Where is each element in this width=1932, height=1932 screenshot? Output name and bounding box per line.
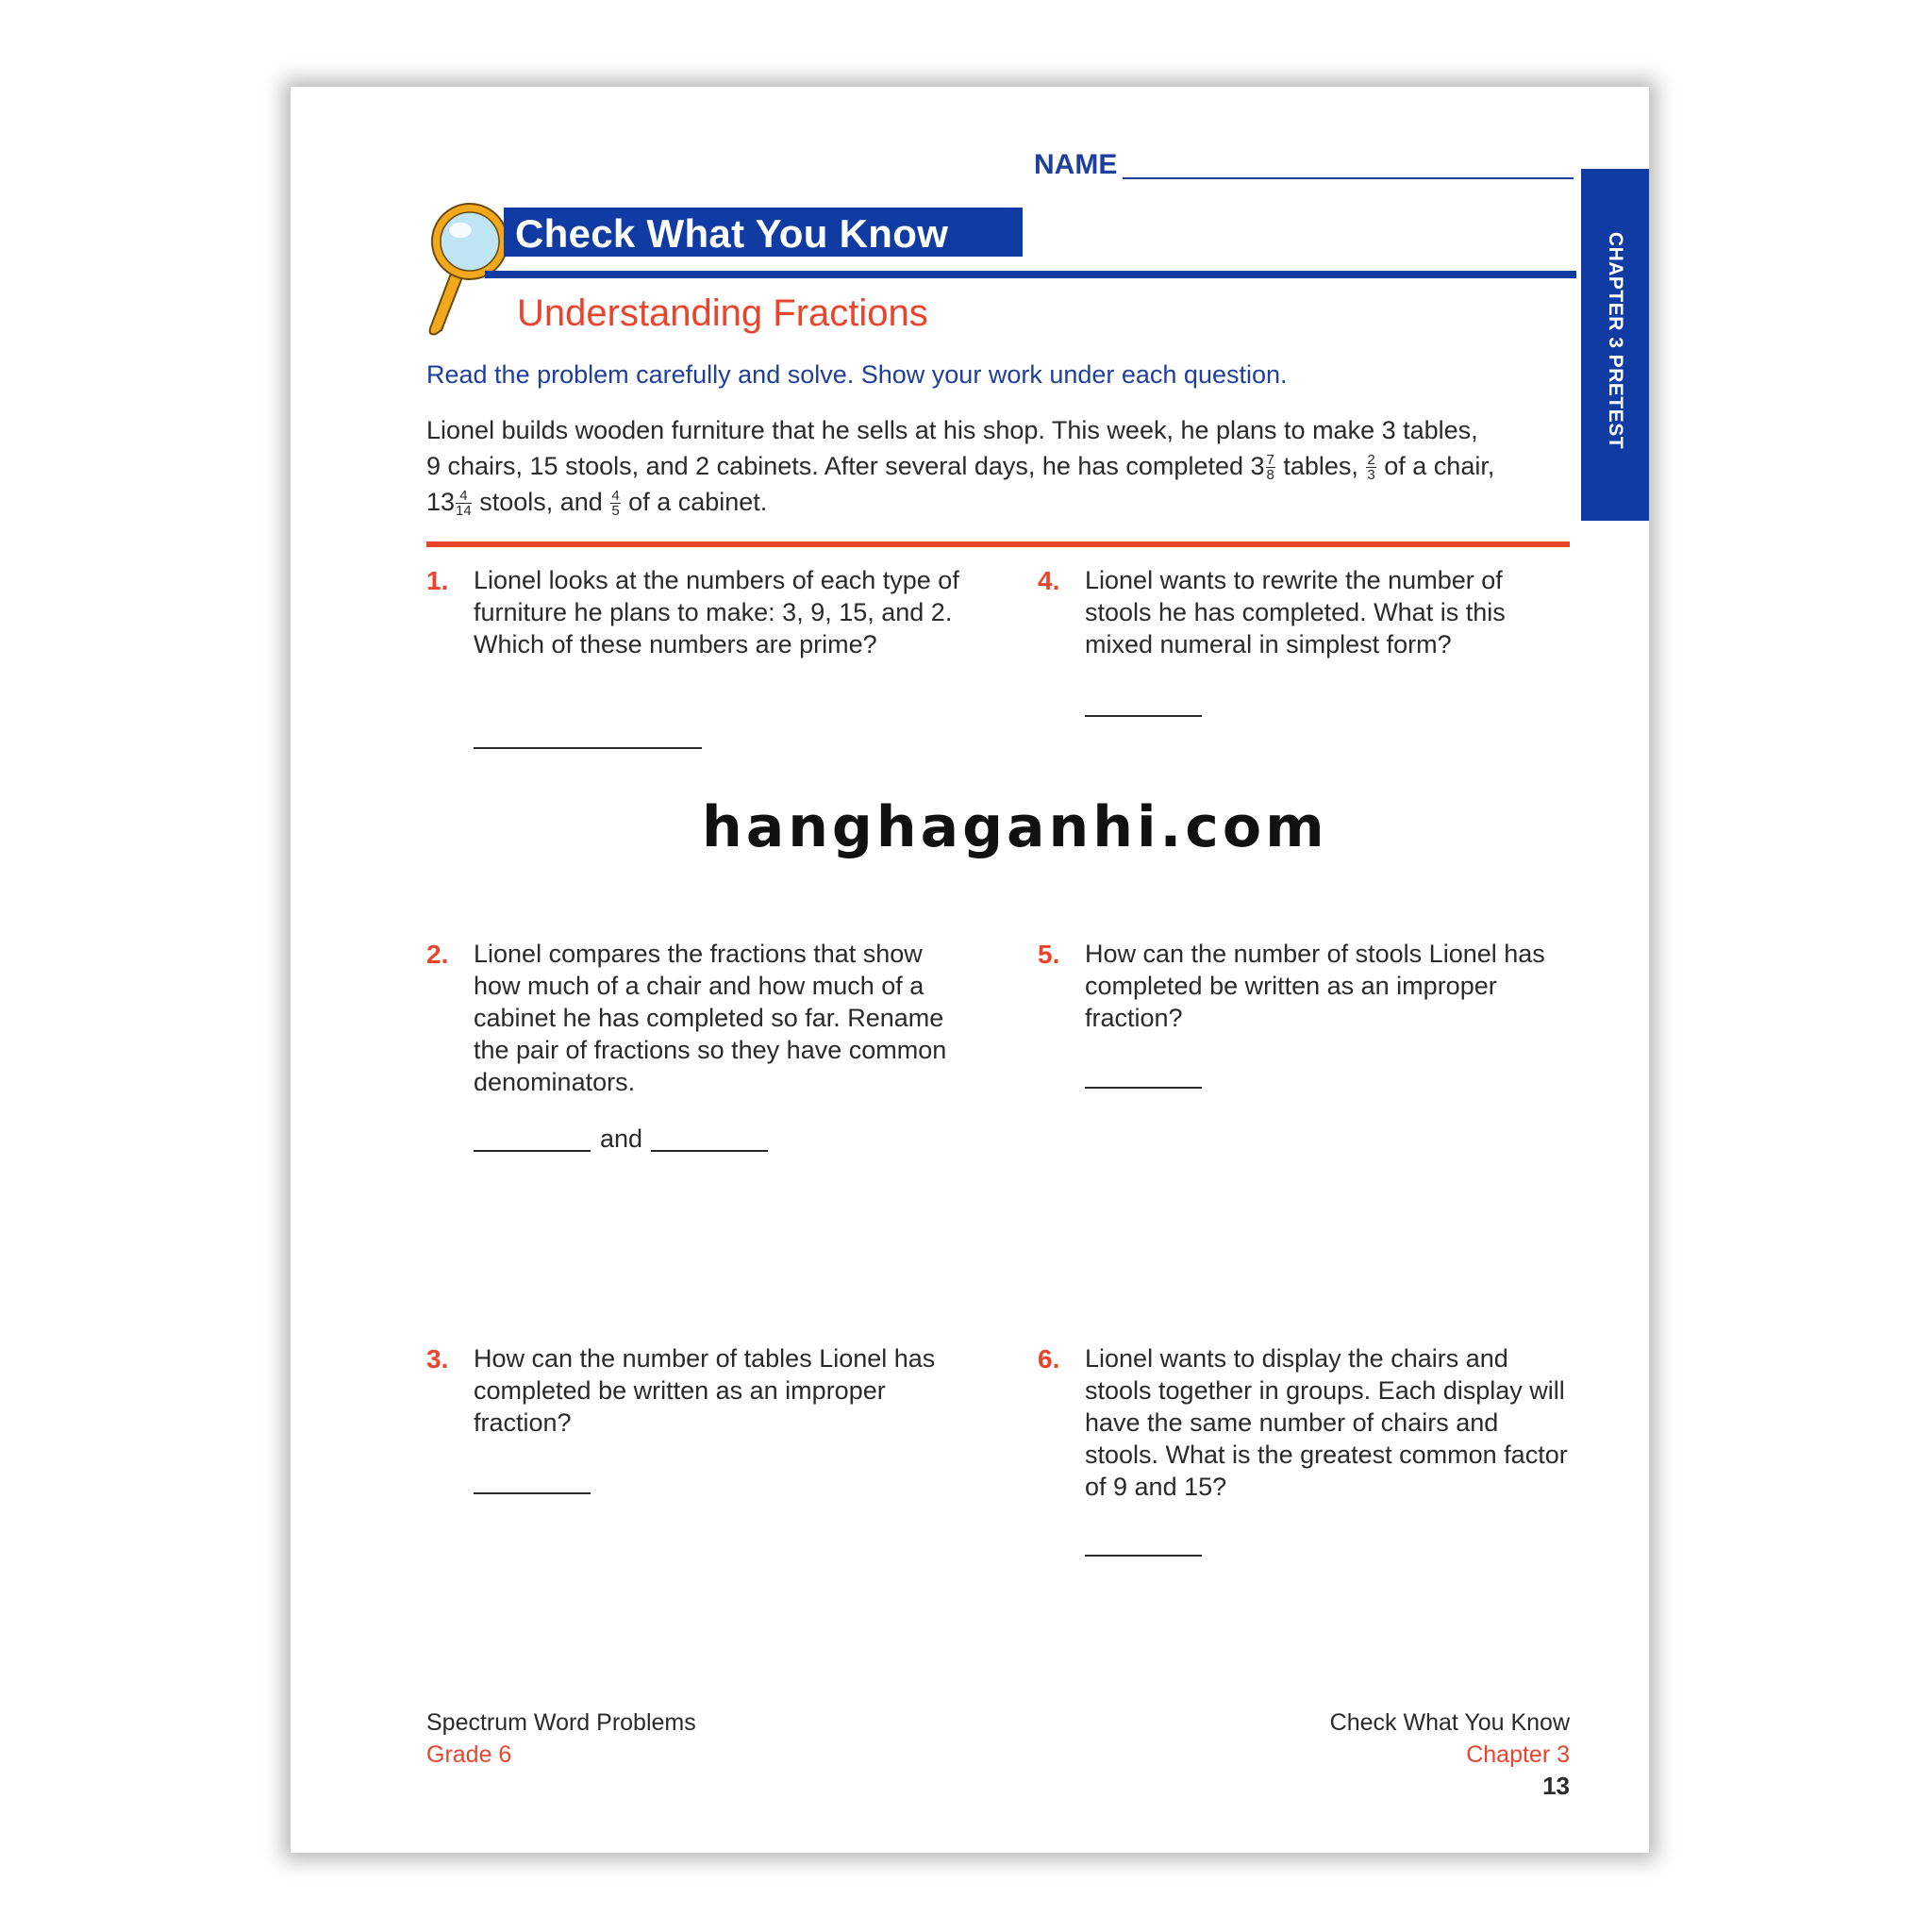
question-6-answer-line[interactable] <box>1085 1555 1202 1557</box>
intro-line-1: Lionel builds wooden furniture that he sells at his shop. This week, he plans to make 3 tables, <box>426 416 1478 444</box>
question-3-text: How can the number of tables Lionel has completed be written as an improper fraction? <box>474 1344 936 1437</box>
magnifying-glass-icon <box>423 198 508 340</box>
name-label: NAME <box>1034 149 1118 180</box>
footer-grade: Grade 6 <box>426 1741 512 1768</box>
problem-intro <box>426 412 1587 520</box>
section-divider <box>426 541 1570 547</box>
instructions: Read the problem carefully and solve. Show your work under each question. <box>426 360 1288 389</box>
question-5-answer-line[interactable] <box>1085 1087 1202 1089</box>
footer-chapter: Chapter 3 <box>1466 1741 1570 1768</box>
question-3-number: 3. <box>426 1344 449 1374</box>
question-5-number: 5. <box>1038 940 1060 969</box>
question-1-number: 1. <box>426 566 449 595</box>
question-4-number: 4. <box>1038 566 1060 595</box>
intro-line-3: 13 $\frac{4}{14}$ stools, and $\frac{4}{5}$ of a cabinet. <box>426 488 768 520</box>
question-4-text: Lionel wants to rewrite the number of stools he has completed. What is this mixed numeral in simplest form? <box>1085 566 1506 658</box>
question-2-and: and <box>600 1124 643 1153</box>
question-2-text: Lionel compares the fractions that show how much of a chair and how much of a cabinet he has completed so far. Rename the pair of fractions so they have common denominators. <box>474 940 947 1096</box>
question-6-text: Lionel wants to display the chairs and stools together in groups. Each display will have the same number of chairs and stools. What is the greatest common factor of 9 and 15? <box>1085 1344 1568 1501</box>
question-2-number: 2. <box>426 940 449 969</box>
watermark: hanghaganhi.com <box>702 794 1328 860</box>
title-divider <box>485 271 1576 278</box>
footer-book-title: Spectrum Word Problems <box>426 1709 696 1736</box>
side-tab-label: CHAPTER 3 PRETEST <box>1605 231 1626 450</box>
page-subtitle: Understanding Fractions <box>517 292 928 334</box>
page-title: Check What You Know <box>515 211 949 256</box>
footer-section: Check What You Know <box>1329 1709 1570 1736</box>
fraction-cabinet: $\frac{4}{5}$ <box>611 488 620 520</box>
fraction-chair: $\frac{2}{3}$ <box>1367 452 1375 484</box>
chapter-side-tab <box>1581 169 1649 521</box>
question-3-answer-line[interactable] <box>474 1492 591 1494</box>
page-number: 13 <box>1542 1772 1570 1800</box>
fraction-stools: $\frac{4}{14}$ <box>456 488 472 520</box>
question-2-answer-line-b[interactable] <box>651 1150 768 1152</box>
question-2-answer-line-a[interactable] <box>474 1150 591 1152</box>
question-6-number: 6. <box>1038 1344 1060 1374</box>
intro-line-2: 9 chairs, 15 stools, and 2 cabinets. After several days, he has completed 3 $\frac{7}{8}$ tables, $\frac{2}{3}$ of a chair, <box>426 452 1495 484</box>
fraction-tables: $\frac{7}{8}$ <box>1266 452 1274 484</box>
question-1-answer-line[interactable] <box>474 747 702 749</box>
name-answer-line <box>1123 177 1574 179</box>
question-4-answer-line[interactable] <box>1085 715 1202 717</box>
title-banner <box>504 208 1023 257</box>
question-5-text: How can the number of stools Lionel has completed be written as an improper fraction? <box>1085 940 1545 1032</box>
worksheet-page <box>291 87 1649 1853</box>
question-1-text: Lionel looks at the numbers of each type of furniture he plans to make: 3, 9, 15, and 2. Which of these numbers are prime? <box>474 566 959 658</box>
